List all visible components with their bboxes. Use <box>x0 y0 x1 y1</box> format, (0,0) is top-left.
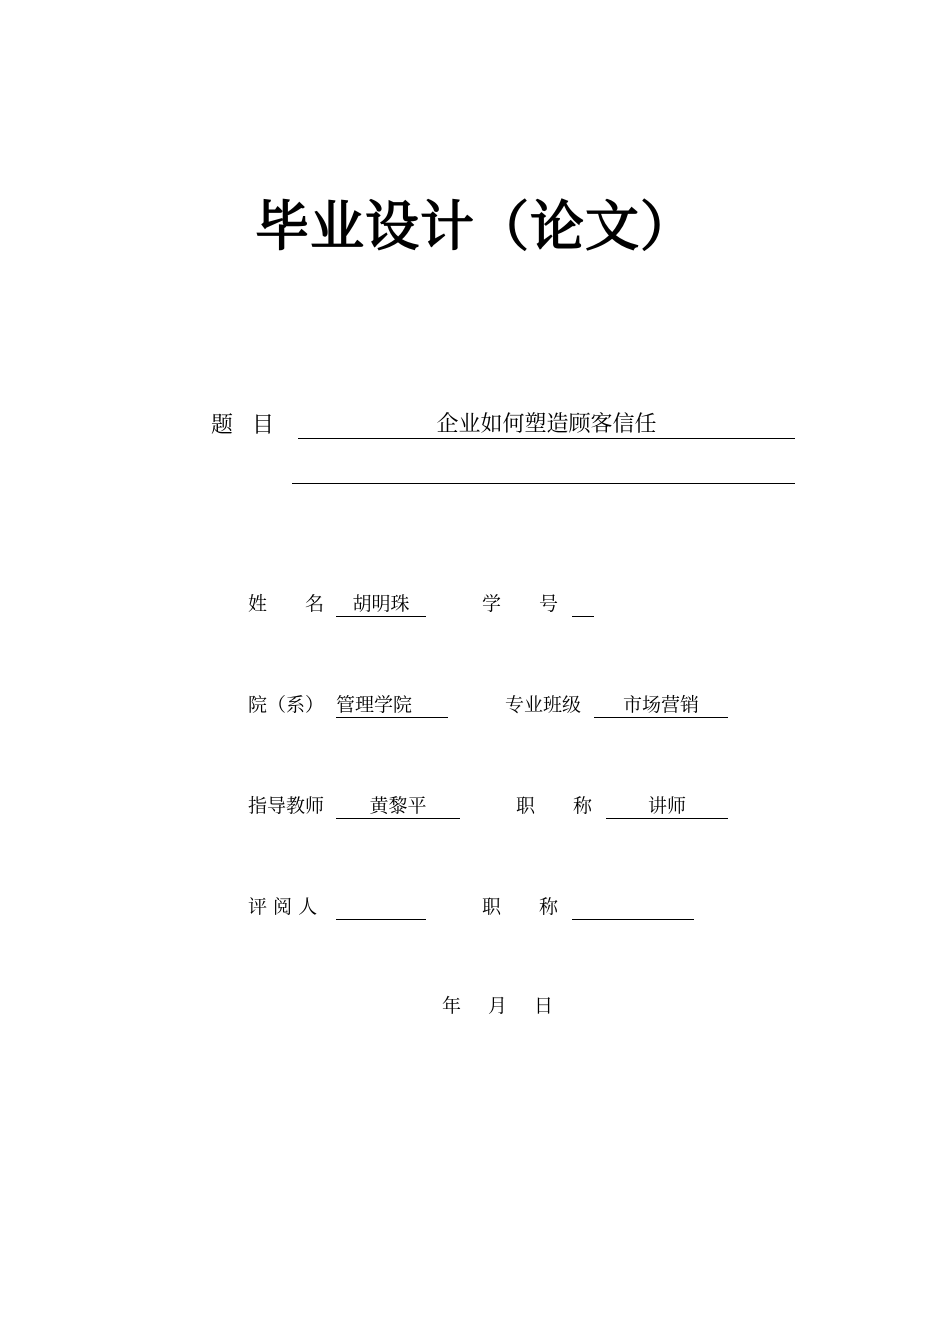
advisor-title-field <box>606 792 728 819</box>
reviewer-title-label: 职 称 <box>482 896 559 918</box>
date-month-label: 月 <box>488 995 508 1017</box>
student-id-label: 学 号 <box>482 593 559 615</box>
topic-label: 题 目 <box>211 413 280 438</box>
reviewer-field <box>336 893 426 920</box>
major-label: 专业班级 <box>505 694 582 716</box>
date-year-label: 年 <box>442 995 462 1017</box>
advisor-field <box>336 792 460 819</box>
department-field <box>336 691 448 718</box>
name-label: 姓 名 <box>248 593 325 615</box>
name-value: 胡明珠 <box>352 593 410 615</box>
topic-value: 企业如何塑造顾客信任 <box>436 412 657 437</box>
department-label: 院（系） <box>248 694 325 716</box>
name-field <box>336 590 426 617</box>
advisor-title-value: 讲师 <box>647 795 686 817</box>
department-value: 管理学院 <box>336 694 413 716</box>
advisor-title-label: 职 称 <box>516 795 593 817</box>
topic-continuation-line <box>292 483 795 484</box>
date-day-label: 日 <box>534 995 554 1017</box>
page-title: 毕业设计（论文） <box>255 195 695 258</box>
advisor-label: 指导教师 <box>248 795 325 817</box>
major-field <box>594 691 728 718</box>
student-id-field <box>572 590 594 617</box>
advisor-value: 黄黎平 <box>369 795 427 817</box>
topic-field <box>298 408 795 439</box>
reviewer-label: 评 阅 人 <box>248 896 318 918</box>
reviewer-title-field <box>572 893 694 920</box>
major-value: 市场营销 <box>622 694 699 716</box>
